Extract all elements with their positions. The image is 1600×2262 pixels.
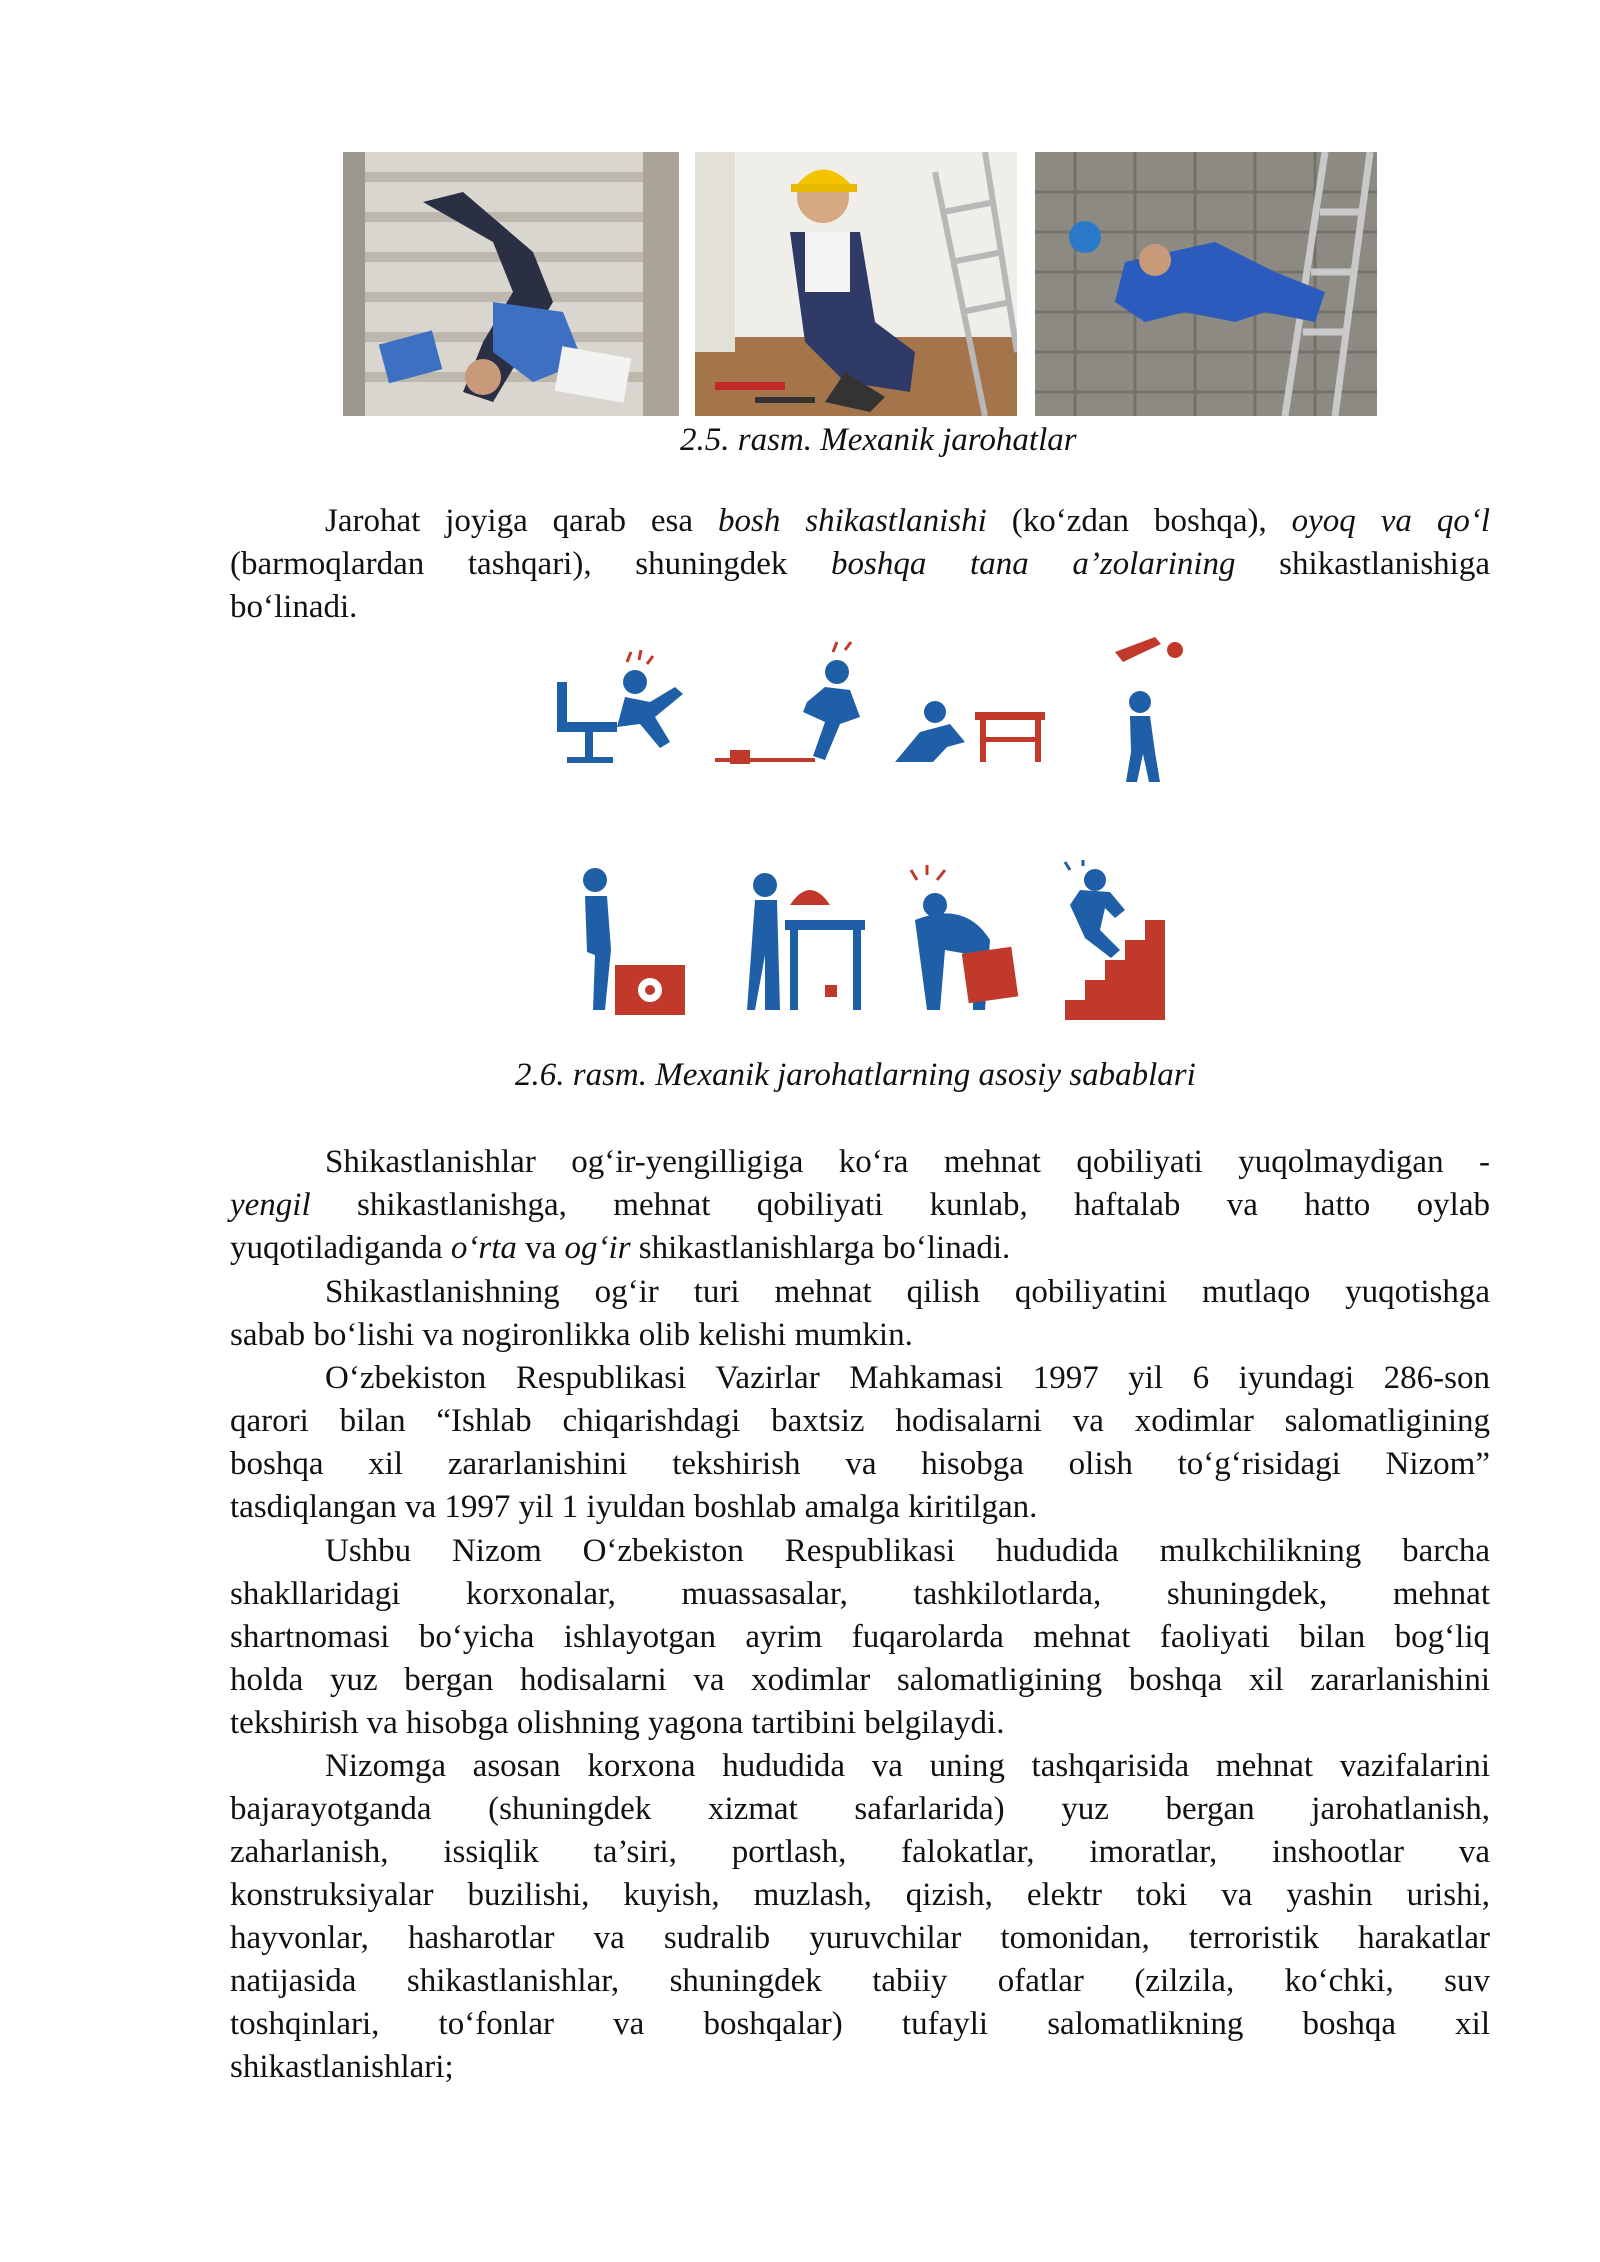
text-line: (barmoqlardan tashqari), shuningdek boshqa tana a’zolarining shikastlanishiga xyxy=(230,546,1490,582)
paragraph xyxy=(230,1530,1490,1745)
text-line: boshqa xil zararlanishini tekshirish va hisobga olish toʻgʻrisidagi Nizom” xyxy=(230,1446,1490,1482)
italic-term: boshqa tana a’zolarining xyxy=(831,546,1236,582)
text-line: toshqinlari, toʻfonlar va boshqalar) tufayli salomatlikning boshqa xil xyxy=(230,2006,1490,2042)
paragraph xyxy=(230,1357,1490,1529)
text-line: shikastlanishlari; xyxy=(230,2049,454,2085)
text-line: sabab boʻlishi va nogironlikka olib kelishi mumkin. xyxy=(230,1317,913,1353)
text-line: shartnomasi boʻyicha ishlayotgan ayrim fuqarolarda mehnat faoliyati bilan bogʻliq xyxy=(230,1619,1490,1655)
hazard-icons-row-1 xyxy=(555,632,1195,792)
text-line: Nizomga asosan korxona hududida va uning tashqarisida mehnat vazifalarini xyxy=(325,1748,1490,1784)
text-line: Shikastlanishning ogʻir turi mehnat qilish qobiliyatini mutlaqo yuqotishga xyxy=(325,1274,1490,1310)
paragraph xyxy=(230,1141,1490,1270)
figure-caption: 2.5. rasm. Mexanik jarohatlar xyxy=(680,422,1077,458)
text-line: Shikastlanishlar ogʻir-yengilligiga koʻra mehnat qobiliyati yuqolmaydigan - xyxy=(325,1144,1490,1180)
italic-term: ogʻir xyxy=(564,1230,631,1266)
text-line: holda yuz bergan hodisalarni va xodimlar salomatligining boshqa xil zararlanishini xyxy=(230,1662,1490,1698)
paragraph xyxy=(230,1271,1490,1357)
paragraph xyxy=(230,500,1490,629)
text-line: shakllaridagi korxonalar, muassasalar, tashkilotlarda, shuningdek, mehnat xyxy=(230,1576,1490,1612)
text-line: boʻlinadi. xyxy=(230,589,358,625)
italic-term: yengil xyxy=(230,1187,311,1223)
text-line: konstruksiyalar buzilishi, kuyish, muzlash, qizish, elektr toki va yashin urishi, xyxy=(230,1877,1490,1913)
head-hit-shelf-icon xyxy=(747,873,865,1010)
italic-term: bosh shikastlanishi xyxy=(718,503,987,539)
paragraph xyxy=(230,1745,1490,2089)
chair-fall-icon xyxy=(557,650,683,763)
text-line: yengil shikastlanishga, mehnat qobiliyati kunlab, haftalab va hatto oylab xyxy=(230,1187,1490,1223)
back-strain-lifting-icon xyxy=(911,865,1018,1010)
photo-man-fallen-on-stairs xyxy=(343,152,679,416)
photo-worker-holding-injured-knee xyxy=(695,152,1017,416)
crawl-under-table-icon xyxy=(895,701,1045,762)
photo-worker-fallen-from-ladder xyxy=(1035,152,1377,416)
text-line: qarori bilan “Ishlab chiqarishdagi baxtsiz hodisalarni va xodimlar salomatligining xyxy=(230,1403,1490,1439)
text-line: tasdiqlangan va 1997 yil 1 iyuldan boshlab amalga kiritilgan. xyxy=(230,1489,1038,1525)
text-line: tekshirish va hisobga olishning yagona tartibini belgilaydi. xyxy=(230,1705,1005,1741)
italic-term: oʻrta xyxy=(450,1230,517,1266)
text-line: natijasida shikastlanishlar, shuningdek tabiiy ofatlar (zilzila, koʻchki, suv xyxy=(230,1963,1490,1999)
figure-caption: 2.6. rasm. Mexanik jarohatlarning asosiy sabablari xyxy=(515,1057,1196,1093)
text-line: hayvonlar, hasharotlar va sudralib yuruvchilar tomonidan, terroristik harakatlar xyxy=(230,1920,1490,1956)
text-line: Jarohat joyiga qarab esa bosh shikastlanishi (koʻzdan boshqa), oyoq va qoʻl xyxy=(325,503,1491,539)
text-line: yuqotiladiganda oʻrta va ogʻir shikastlanishlarga boʻlinadi. xyxy=(230,1230,1011,1266)
text-line: Ushbu Nizom Oʻzbekiston Respublikasi hududida mulkchilikning barcha xyxy=(325,1533,1490,1569)
fall-on-stairs-icon xyxy=(1065,860,1165,1020)
hazard-icons-row-2 xyxy=(565,860,1205,1020)
trip-over-cable-icon xyxy=(715,642,860,764)
text-line: bajarayotganda (shuningdek xizmat safarlarida) yuz bergan jarohatlanish, xyxy=(230,1791,1490,1827)
text-line: Oʻzbekiston Respublikasi Vazirlar Mahkamasi 1997 yil 6 iyundagi 286-son xyxy=(325,1360,1490,1396)
falling-object-icon xyxy=(1115,637,1183,782)
text-line: zaharlanish, issiqlik ta’siri, portlash, falokatlar, imoratlar, inshootlar va xyxy=(230,1834,1490,1870)
italic-term: oyoq va qoʻl xyxy=(1291,503,1491,539)
knee-hit-box-icon xyxy=(583,868,685,1015)
